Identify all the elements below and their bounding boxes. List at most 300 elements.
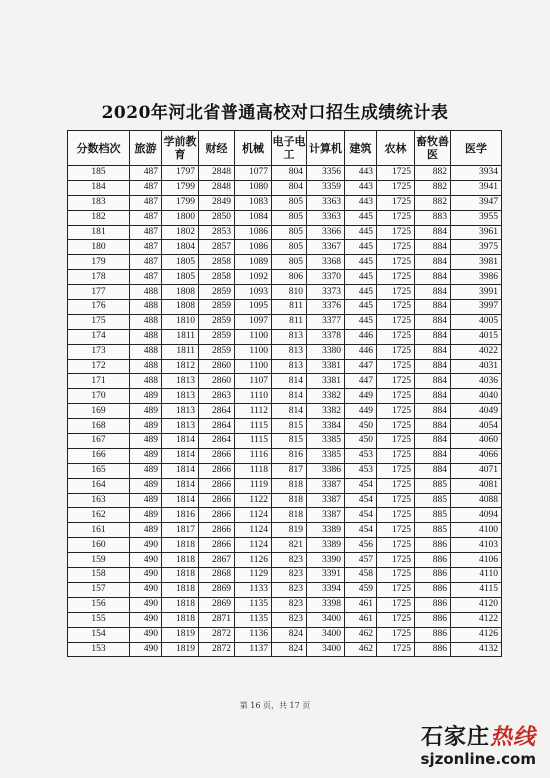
table-header-row bbox=[68, 131, 502, 166]
count-cell: 1818 bbox=[162, 553, 199, 568]
count-cell: 4040 bbox=[451, 389, 502, 404]
count-cell: 1725 bbox=[377, 478, 415, 493]
count-cell: 2866 bbox=[199, 448, 235, 463]
table-row bbox=[68, 255, 502, 270]
column-header: 旅游 bbox=[130, 131, 162, 166]
site-watermark-logo bbox=[421, 724, 536, 768]
count-cell: 3386 bbox=[307, 463, 345, 478]
count-cell: 1089 bbox=[235, 255, 272, 270]
count-cell: 1725 bbox=[377, 448, 415, 463]
count-cell: 1812 bbox=[162, 359, 199, 374]
count-cell: 3387 bbox=[307, 478, 345, 493]
count-cell: 4054 bbox=[451, 419, 502, 434]
count-cell: 886 bbox=[415, 538, 451, 553]
count-cell: 1819 bbox=[162, 627, 199, 642]
score-level-cell: 178 bbox=[68, 270, 130, 285]
count-cell: 4115 bbox=[451, 582, 502, 597]
count-cell: 459 bbox=[345, 582, 377, 597]
count-cell: 817 bbox=[272, 463, 307, 478]
count-cell: 1725 bbox=[377, 434, 415, 449]
count-cell: 1818 bbox=[162, 582, 199, 597]
count-cell: 2869 bbox=[199, 582, 235, 597]
count-cell: 884 bbox=[415, 344, 451, 359]
count-cell: 1725 bbox=[377, 419, 415, 434]
count-cell: 884 bbox=[415, 434, 451, 449]
count-cell: 1813 bbox=[162, 389, 199, 404]
table-row bbox=[68, 508, 502, 523]
count-cell: 1725 bbox=[377, 538, 415, 553]
column-header: 分数档次 bbox=[68, 131, 130, 166]
count-cell: 487 bbox=[130, 255, 162, 270]
count-cell: 2859 bbox=[199, 329, 235, 344]
score-level-cell: 183 bbox=[68, 195, 130, 210]
count-cell: 4132 bbox=[451, 642, 502, 657]
count-cell: 1135 bbox=[235, 612, 272, 627]
table-row bbox=[68, 210, 502, 225]
table-row bbox=[68, 463, 502, 478]
count-cell: 3955 bbox=[451, 210, 502, 225]
count-cell: 1080 bbox=[235, 180, 272, 195]
score-level-cell: 170 bbox=[68, 389, 130, 404]
count-cell: 487 bbox=[130, 270, 162, 285]
count-cell: 1725 bbox=[377, 180, 415, 195]
count-cell: 487 bbox=[130, 210, 162, 225]
table-row bbox=[68, 612, 502, 627]
count-cell: 884 bbox=[415, 240, 451, 255]
count-cell: 454 bbox=[345, 478, 377, 493]
count-cell: 884 bbox=[415, 359, 451, 374]
count-cell: 814 bbox=[272, 404, 307, 419]
count-cell: 1084 bbox=[235, 210, 272, 225]
count-cell: 4103 bbox=[451, 538, 502, 553]
count-cell: 3382 bbox=[307, 389, 345, 404]
count-cell: 1115 bbox=[235, 434, 272, 449]
count-cell: 823 bbox=[272, 568, 307, 583]
count-cell: 1725 bbox=[377, 359, 415, 374]
score-level-cell: 168 bbox=[68, 419, 130, 434]
count-cell: 1725 bbox=[377, 225, 415, 240]
table-row bbox=[68, 314, 502, 329]
column-header: 财经 bbox=[199, 131, 235, 166]
count-cell: 1813 bbox=[162, 404, 199, 419]
count-cell: 884 bbox=[415, 225, 451, 240]
count-cell: 1083 bbox=[235, 195, 272, 210]
score-level-cell: 156 bbox=[68, 597, 130, 612]
table-body bbox=[68, 166, 502, 657]
count-cell: 885 bbox=[415, 493, 451, 508]
count-cell: 1100 bbox=[235, 344, 272, 359]
count-cell: 4120 bbox=[451, 597, 502, 612]
count-cell: 1133 bbox=[235, 582, 272, 597]
count-cell: 2859 bbox=[199, 344, 235, 359]
count-cell: 449 bbox=[345, 389, 377, 404]
count-cell: 445 bbox=[345, 240, 377, 255]
count-cell: 814 bbox=[272, 389, 307, 404]
count-cell: 454 bbox=[345, 508, 377, 523]
count-cell: 823 bbox=[272, 553, 307, 568]
table-row bbox=[68, 285, 502, 300]
site-watermark-name-accent: 热线 bbox=[489, 724, 536, 750]
count-cell: 453 bbox=[345, 448, 377, 463]
score-level-cell: 153 bbox=[68, 642, 130, 657]
count-cell: 4031 bbox=[451, 359, 502, 374]
table-row bbox=[68, 582, 502, 597]
count-cell: 1112 bbox=[235, 404, 272, 419]
count-cell: 1725 bbox=[377, 329, 415, 344]
count-cell: 1725 bbox=[377, 389, 415, 404]
table-row bbox=[68, 434, 502, 449]
count-cell: 805 bbox=[272, 210, 307, 225]
count-cell: 3373 bbox=[307, 285, 345, 300]
count-cell: 2850 bbox=[199, 210, 235, 225]
score-level-cell: 173 bbox=[68, 344, 130, 359]
count-cell: 1725 bbox=[377, 627, 415, 642]
count-cell: 2859 bbox=[199, 300, 235, 315]
count-cell: 815 bbox=[272, 419, 307, 434]
count-cell: 1799 bbox=[162, 195, 199, 210]
count-cell: 886 bbox=[415, 597, 451, 612]
count-cell: 450 bbox=[345, 419, 377, 434]
site-watermark-name-plain: 石家庄 bbox=[420, 724, 490, 750]
count-cell: 811 bbox=[272, 300, 307, 315]
count-cell: 1725 bbox=[377, 210, 415, 225]
count-cell: 1124 bbox=[235, 538, 272, 553]
count-cell: 3975 bbox=[451, 240, 502, 255]
score-level-cell: 176 bbox=[68, 300, 130, 315]
count-cell: 1818 bbox=[162, 568, 199, 583]
count-cell: 443 bbox=[345, 180, 377, 195]
count-cell: 1804 bbox=[162, 240, 199, 255]
count-cell: 1126 bbox=[235, 553, 272, 568]
count-cell: 2848 bbox=[199, 166, 235, 181]
count-cell: 489 bbox=[130, 463, 162, 478]
count-cell: 1810 bbox=[162, 314, 199, 329]
count-cell: 1725 bbox=[377, 508, 415, 523]
count-cell: 3387 bbox=[307, 493, 345, 508]
count-cell: 813 bbox=[272, 344, 307, 359]
count-cell: 2857 bbox=[199, 240, 235, 255]
count-cell: 4094 bbox=[451, 508, 502, 523]
count-cell: 1808 bbox=[162, 285, 199, 300]
count-cell: 3381 bbox=[307, 374, 345, 389]
score-level-cell: 174 bbox=[68, 329, 130, 344]
count-cell: 1100 bbox=[235, 329, 272, 344]
count-cell: 2848 bbox=[199, 180, 235, 195]
count-cell: 445 bbox=[345, 285, 377, 300]
count-cell: 821 bbox=[272, 538, 307, 553]
count-cell: 885 bbox=[415, 523, 451, 538]
page-footer: 第 16 页，共 17 页 bbox=[239, 701, 311, 710]
score-level-cell: 169 bbox=[68, 404, 130, 419]
count-cell: 1799 bbox=[162, 180, 199, 195]
table-row bbox=[68, 523, 502, 538]
count-cell: 4126 bbox=[451, 627, 502, 642]
count-cell: 3934 bbox=[451, 166, 502, 181]
count-cell: 3389 bbox=[307, 538, 345, 553]
column-header: 畜牧兽医 bbox=[415, 131, 451, 166]
count-cell: 488 bbox=[130, 285, 162, 300]
count-cell: 3394 bbox=[307, 582, 345, 597]
count-cell: 1811 bbox=[162, 344, 199, 359]
count-cell: 3400 bbox=[307, 612, 345, 627]
count-cell: 2864 bbox=[199, 404, 235, 419]
count-cell: 445 bbox=[345, 255, 377, 270]
count-cell: 488 bbox=[130, 329, 162, 344]
site-watermark-url: sjzonline.com bbox=[420, 750, 536, 768]
count-cell: 884 bbox=[415, 404, 451, 419]
score-level-cell: 165 bbox=[68, 463, 130, 478]
count-cell: 3991 bbox=[451, 285, 502, 300]
count-cell: 884 bbox=[415, 329, 451, 344]
count-cell: 3377 bbox=[307, 314, 345, 329]
count-cell: 818 bbox=[272, 478, 307, 493]
count-cell: 1086 bbox=[235, 225, 272, 240]
count-cell: 2872 bbox=[199, 642, 235, 657]
table-row bbox=[68, 195, 502, 210]
count-cell: 2859 bbox=[199, 285, 235, 300]
count-cell: 1814 bbox=[162, 493, 199, 508]
score-level-cell: 181 bbox=[68, 225, 130, 240]
count-cell: 1813 bbox=[162, 419, 199, 434]
count-cell: 3385 bbox=[307, 448, 345, 463]
count-cell: 454 bbox=[345, 493, 377, 508]
count-cell: 450 bbox=[345, 434, 377, 449]
count-cell: 461 bbox=[345, 612, 377, 627]
score-level-cell: 160 bbox=[68, 538, 130, 553]
count-cell: 4015 bbox=[451, 329, 502, 344]
count-cell: 886 bbox=[415, 642, 451, 657]
count-cell: 443 bbox=[345, 195, 377, 210]
count-cell: 811 bbox=[272, 314, 307, 329]
count-cell: 2868 bbox=[199, 568, 235, 583]
count-cell: 884 bbox=[415, 448, 451, 463]
count-cell: 1135 bbox=[235, 597, 272, 612]
table-row bbox=[68, 225, 502, 240]
document-title: 2020年河北省普通高校对口招生成绩统计表 bbox=[101, 103, 449, 123]
count-cell: 1816 bbox=[162, 508, 199, 523]
count-cell: 490 bbox=[130, 642, 162, 657]
count-cell: 449 bbox=[345, 404, 377, 419]
count-cell: 884 bbox=[415, 389, 451, 404]
count-cell: 489 bbox=[130, 478, 162, 493]
table-row bbox=[68, 568, 502, 583]
score-level-cell: 177 bbox=[68, 285, 130, 300]
column-header: 医学 bbox=[451, 131, 502, 166]
count-cell: 1725 bbox=[377, 285, 415, 300]
count-cell: 884 bbox=[415, 255, 451, 270]
count-cell: 816 bbox=[272, 448, 307, 463]
count-cell: 490 bbox=[130, 553, 162, 568]
count-cell: 490 bbox=[130, 538, 162, 553]
count-cell: 1817 bbox=[162, 523, 199, 538]
count-cell: 886 bbox=[415, 553, 451, 568]
score-level-cell: 161 bbox=[68, 523, 130, 538]
count-cell: 3380 bbox=[307, 344, 345, 359]
count-cell: 462 bbox=[345, 627, 377, 642]
count-cell: 1725 bbox=[377, 300, 415, 315]
count-cell: 4071 bbox=[451, 463, 502, 478]
count-cell: 2859 bbox=[199, 314, 235, 329]
count-cell: 884 bbox=[415, 300, 451, 315]
count-cell: 1808 bbox=[162, 300, 199, 315]
count-cell: 487 bbox=[130, 225, 162, 240]
column-header: 建筑 bbox=[345, 131, 377, 166]
count-cell: 1725 bbox=[377, 493, 415, 508]
count-cell: 1725 bbox=[377, 568, 415, 583]
count-cell: 1725 bbox=[377, 344, 415, 359]
count-cell: 1805 bbox=[162, 255, 199, 270]
score-level-cell: 175 bbox=[68, 314, 130, 329]
count-cell: 1129 bbox=[235, 568, 272, 583]
table-row bbox=[68, 419, 502, 434]
count-cell: 489 bbox=[130, 523, 162, 538]
count-cell: 1818 bbox=[162, 597, 199, 612]
count-cell: 490 bbox=[130, 582, 162, 597]
count-cell: 806 bbox=[272, 270, 307, 285]
count-cell: 815 bbox=[272, 434, 307, 449]
count-cell: 2866 bbox=[199, 508, 235, 523]
count-cell: 489 bbox=[130, 508, 162, 523]
table-row bbox=[68, 642, 502, 657]
count-cell: 1725 bbox=[377, 597, 415, 612]
score-level-cell: 167 bbox=[68, 434, 130, 449]
table-row bbox=[68, 180, 502, 195]
count-cell: 3385 bbox=[307, 434, 345, 449]
count-cell: 813 bbox=[272, 329, 307, 344]
count-cell: 4088 bbox=[451, 493, 502, 508]
count-cell: 1077 bbox=[235, 166, 272, 181]
count-cell: 3376 bbox=[307, 300, 345, 315]
count-cell: 2864 bbox=[199, 434, 235, 449]
count-cell: 2866 bbox=[199, 523, 235, 538]
count-cell: 445 bbox=[345, 210, 377, 225]
count-cell: 4049 bbox=[451, 404, 502, 419]
count-cell: 1725 bbox=[377, 195, 415, 210]
count-cell: 1802 bbox=[162, 225, 199, 240]
count-cell: 3367 bbox=[307, 240, 345, 255]
count-cell: 886 bbox=[415, 582, 451, 597]
count-cell: 3368 bbox=[307, 255, 345, 270]
count-cell: 490 bbox=[130, 612, 162, 627]
score-level-cell: 182 bbox=[68, 210, 130, 225]
count-cell: 1725 bbox=[377, 374, 415, 389]
count-cell: 884 bbox=[415, 374, 451, 389]
score-level-cell: 154 bbox=[68, 627, 130, 642]
count-cell: 3381 bbox=[307, 359, 345, 374]
count-cell: 1819 bbox=[162, 642, 199, 657]
count-cell: 824 bbox=[272, 642, 307, 657]
score-statistics-table bbox=[67, 130, 502, 657]
count-cell: 1122 bbox=[235, 493, 272, 508]
count-cell: 804 bbox=[272, 166, 307, 181]
table-row bbox=[68, 344, 502, 359]
count-cell: 447 bbox=[345, 374, 377, 389]
count-cell: 1813 bbox=[162, 374, 199, 389]
score-level-cell: 184 bbox=[68, 180, 130, 195]
count-cell: 1725 bbox=[377, 404, 415, 419]
count-cell: 3390 bbox=[307, 553, 345, 568]
count-cell: 1725 bbox=[377, 523, 415, 538]
count-cell: 1805 bbox=[162, 270, 199, 285]
count-cell: 490 bbox=[130, 627, 162, 642]
count-cell: 882 bbox=[415, 166, 451, 181]
table-row bbox=[68, 166, 502, 181]
count-cell: 884 bbox=[415, 463, 451, 478]
count-cell: 813 bbox=[272, 359, 307, 374]
count-cell: 1136 bbox=[235, 627, 272, 642]
count-cell: 4036 bbox=[451, 374, 502, 389]
count-cell: 1725 bbox=[377, 240, 415, 255]
table-row bbox=[68, 270, 502, 285]
table-row bbox=[68, 478, 502, 493]
table-row bbox=[68, 389, 502, 404]
count-cell: 818 bbox=[272, 508, 307, 523]
count-cell: 2849 bbox=[199, 195, 235, 210]
count-cell: 823 bbox=[272, 582, 307, 597]
count-cell: 886 bbox=[415, 612, 451, 627]
count-cell: 4122 bbox=[451, 612, 502, 627]
count-cell: 3400 bbox=[307, 627, 345, 642]
count-cell: 462 bbox=[345, 642, 377, 657]
count-cell: 487 bbox=[130, 195, 162, 210]
count-cell: 1725 bbox=[377, 642, 415, 657]
count-cell: 488 bbox=[130, 344, 162, 359]
count-cell: 4022 bbox=[451, 344, 502, 359]
count-cell: 2871 bbox=[199, 612, 235, 627]
count-cell: 805 bbox=[272, 225, 307, 240]
count-cell: 2858 bbox=[199, 255, 235, 270]
count-cell: 489 bbox=[130, 493, 162, 508]
count-cell: 1814 bbox=[162, 463, 199, 478]
count-cell: 1110 bbox=[235, 389, 272, 404]
count-cell: 1119 bbox=[235, 478, 272, 493]
count-cell: 487 bbox=[130, 240, 162, 255]
score-level-cell: 158 bbox=[68, 568, 130, 583]
count-cell: 1118 bbox=[235, 463, 272, 478]
count-cell: 3986 bbox=[451, 270, 502, 285]
count-cell: 488 bbox=[130, 359, 162, 374]
count-cell: 810 bbox=[272, 285, 307, 300]
count-cell: 4060 bbox=[451, 434, 502, 449]
table-row bbox=[68, 240, 502, 255]
count-cell: 1092 bbox=[235, 270, 272, 285]
count-cell: 4100 bbox=[451, 523, 502, 538]
score-level-cell: 155 bbox=[68, 612, 130, 627]
count-cell: 2872 bbox=[199, 627, 235, 642]
count-cell: 1124 bbox=[235, 523, 272, 538]
count-cell: 487 bbox=[130, 180, 162, 195]
count-cell: 886 bbox=[415, 627, 451, 642]
count-cell: 1797 bbox=[162, 166, 199, 181]
count-cell: 461 bbox=[345, 597, 377, 612]
score-level-cell: 164 bbox=[68, 478, 130, 493]
count-cell: 1093 bbox=[235, 285, 272, 300]
count-cell: 3363 bbox=[307, 195, 345, 210]
count-cell: 447 bbox=[345, 359, 377, 374]
count-cell: 489 bbox=[130, 448, 162, 463]
count-cell: 805 bbox=[272, 255, 307, 270]
score-level-cell: 179 bbox=[68, 255, 130, 270]
score-level-cell: 172 bbox=[68, 359, 130, 374]
count-cell: 1100 bbox=[235, 359, 272, 374]
count-cell: 884 bbox=[415, 314, 451, 329]
count-cell: 3370 bbox=[307, 270, 345, 285]
count-cell: 2860 bbox=[199, 374, 235, 389]
count-cell: 805 bbox=[272, 195, 307, 210]
count-cell: 885 bbox=[415, 508, 451, 523]
table-row bbox=[68, 300, 502, 315]
score-level-cell: 157 bbox=[68, 582, 130, 597]
